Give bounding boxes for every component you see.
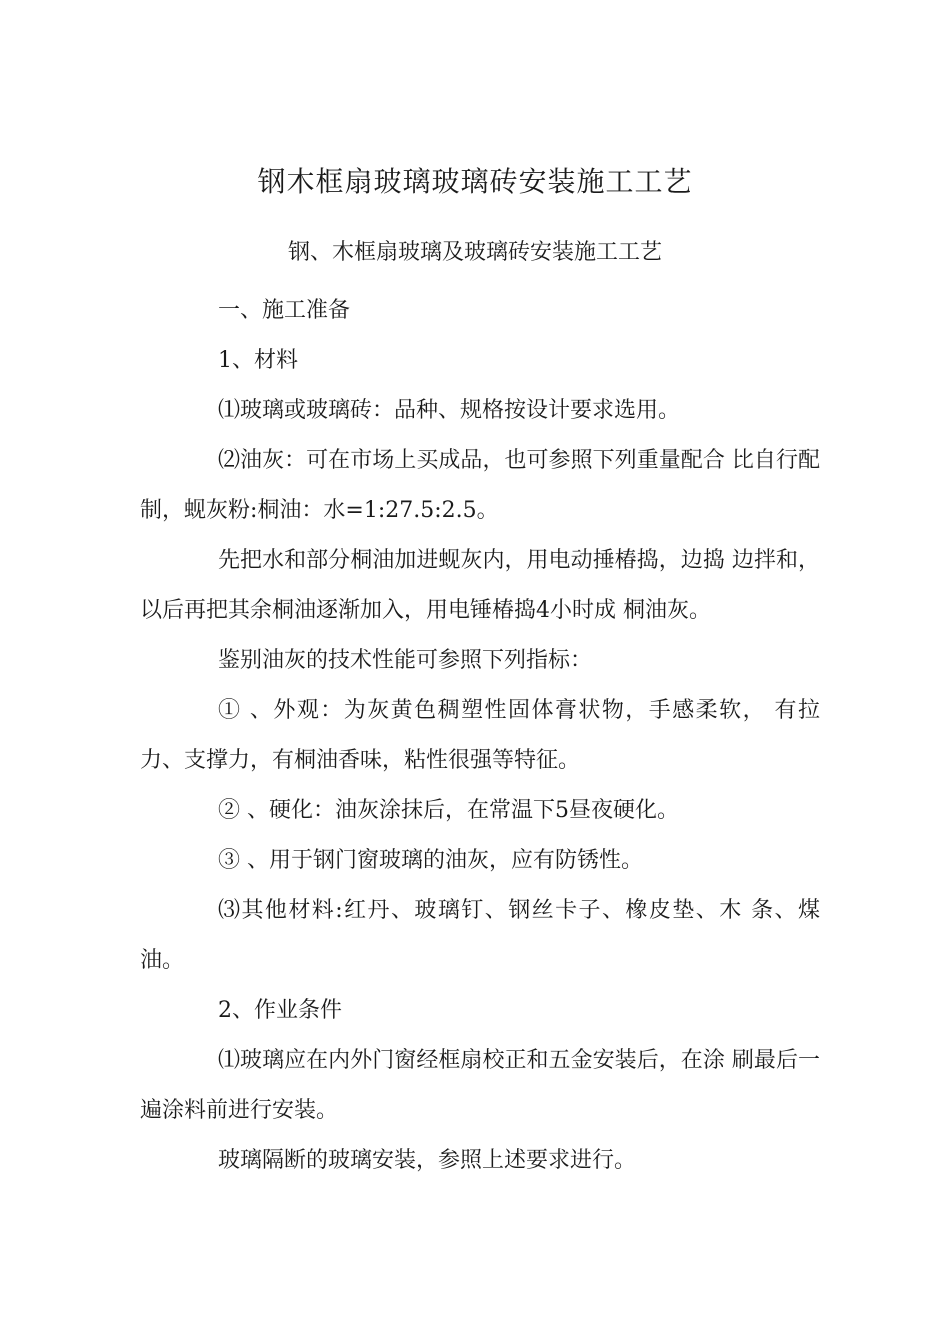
paragraph: ② 、硬化：油灰涂抹后，在常温下5昼夜硬化。 [218,798,679,823]
paragraph: ⑴玻璃或玻璃砖：品种、规格按设计要求选用。 [218,398,681,423]
subsection-heading: 2、作业条件 [218,998,342,1023]
paragraph: 先把水和部分桐油加进蚬灰内，用电动捶椿捣，边捣 边拌和，以后再把其余桐油逐渐加入，用电锤椿捣4小时成 桐油灰。 [140,548,820,623]
paragraph: 玻璃隔断的玻璃安装，参照上述要求进行。 [218,1148,637,1173]
document-body [140,286,820,1186]
document-title: 钢木框扇玻璃玻璃砖安装施工工艺 [257,165,693,198]
section-heading: 一、施工准备 [218,298,351,323]
document-subtitle: 钢、木框扇玻璃及玻璃砖安装施工工艺 [287,240,662,265]
paragraph: ③ 、用于钢门窗玻璃的油灰，应有防锈性。 [218,848,643,873]
paragraph: ⑴玻璃应在内外门窗经框扇校正和五金安装后，在涂 刷最后一遍涂料前进行安装。 [140,1048,820,1123]
subsection-heading: 1、材料 [218,348,298,373]
paragraph: ① 、外观：为灰黄色稠塑性固体膏状物，手感柔软， 有拉力、支撑力，有桐油香味，粘性很强等特征。 [140,698,820,773]
paragraph: 鉴别油灰的技术性能可参照下列指标： [218,648,593,673]
paragraph: ⑵油灰：可在市场上买成品，也可参照下列重量配合 比自行配制，蚬灰粉:桐油：水=1:27.5:2.5。 [140,448,820,523]
paragraph: ⑶其他材料:红丹、玻璃钉、钢丝卡子、橡皮垫、木 条、煤油。 [140,898,820,973]
